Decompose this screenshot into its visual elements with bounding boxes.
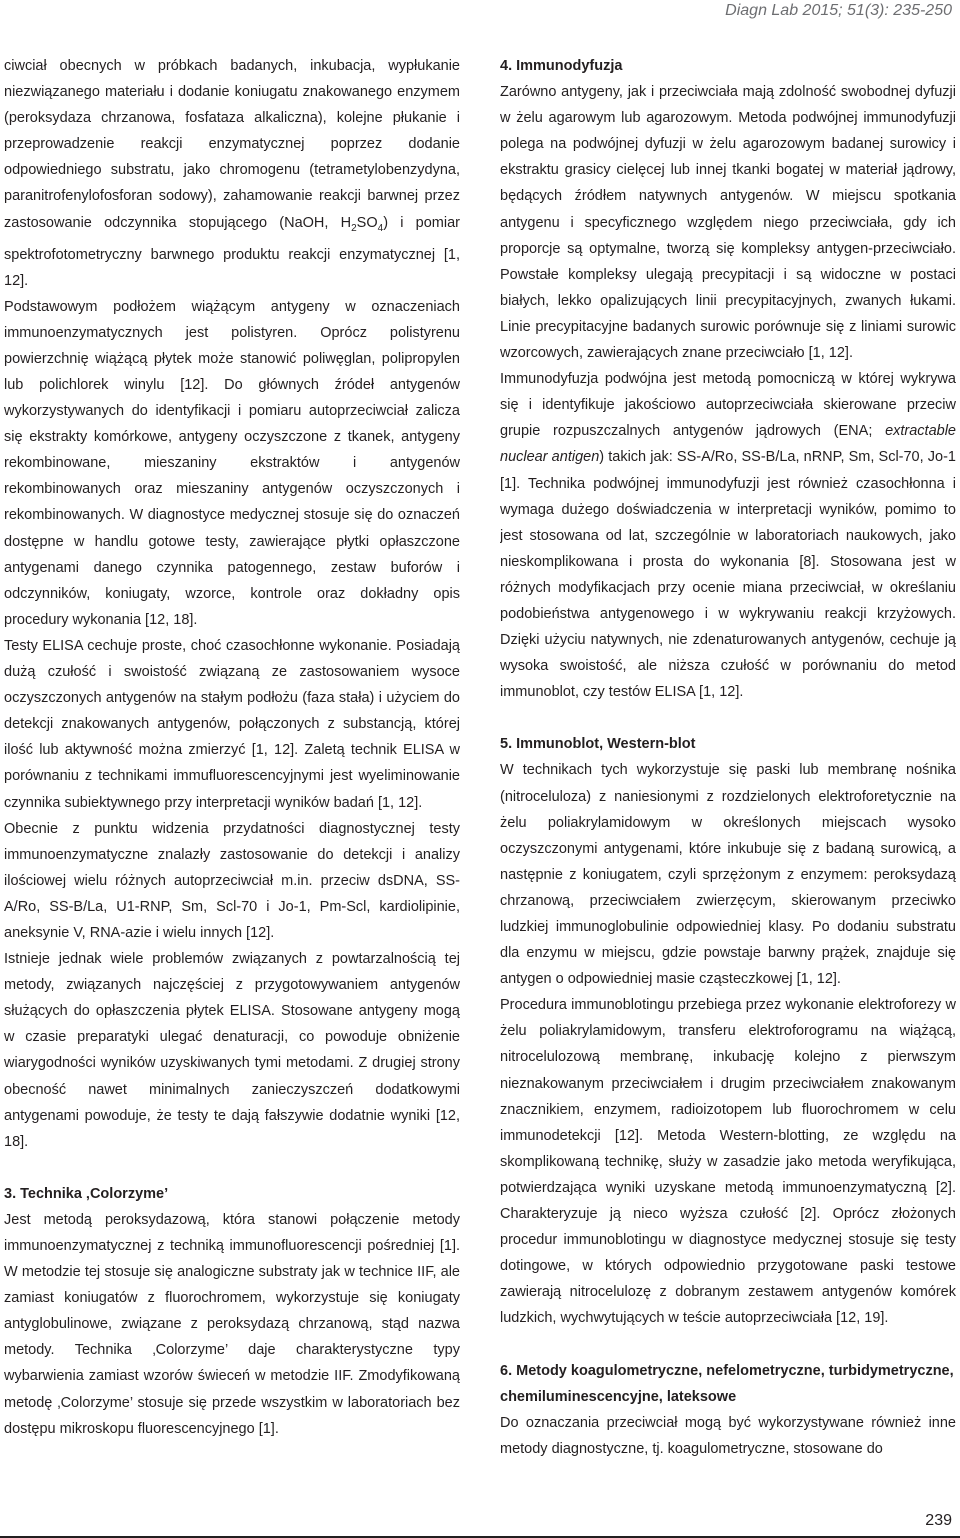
- italic-term: extractable nuclear antigen: [500, 423, 956, 466]
- paragraph-elisa-procedure: [4, 53, 460, 294]
- page-number: 239: [925, 1512, 952, 1529]
- subscript-2: 2: [351, 222, 357, 234]
- subscript-4: 4: [377, 222, 384, 234]
- section-heading-immunodiffusion: 4. Immunodyfuzja: [500, 58, 623, 74]
- paragraph-antigen-sources: Podstawowym podłożem wiążącym antygeny w oznaczeniach immunoenzymatycznych jest polistyren. Oprócz polistyrenu powierzchnię wiążącą płytek może stanowić poliwęglan, polipropylen lub polichlorek winylu [12]. Do głównych źródeł antygenów wykorzystywanych do identyfikacji i pomiaru autoprzeciwciał zalicza się ekstrakty komórkowe, antygeny oczyszczone z tkanek, antygeny rekombinowane, mieszaniny ekstraktów i antygenów rekombinowanych oraz mieszaniny antygenów oczyszczonych i rekombinowanych. W diagnostyce medycznej stosuje się do oznaczeń dostępne w handlu gotowe testy, zawierające płytki opłaszczone antygenami danego czynnika patogennego, zestaw buforów i odczynników, koniugaty, wzorce, kontrole oraz dokładny opis procedury wykonania [12, 18].: [4, 298, 460, 628]
- paragraph-other-methods: Do oznaczania przeciwciał mogą być wykorzystywane również inne metody diagnostyczne, tj. koagulometryczne, stosowane do: [500, 1414, 956, 1457]
- section-heading-colorzyme: 3. Technika ‚Colorzyme’: [4, 1185, 169, 1202]
- paragraph-elisa-problems: Istnieje jednak wiele problemów związanych z powtarzalnością tej metody, związanych najczęściej z przygotowywaniem antygenów służących do opłaszczenia płytek ELISA. Stosowane antygeny mogą w czasie preparatyki ulegać denaturacji, co powoduje obniżenie wiarygodności wyników uzyskiwanych tymi metodami. Z drugiej strony obecność nawet minimalnych zanieczyszczeń dodatkowymi antygenami powoduje, że testy te dają fałszywie dodatnie wyniki [12, 18].: [4, 951, 460, 1150]
- left-column: [4, 53, 460, 1442]
- paragraph-double-immunodiffusion: [500, 366, 956, 705]
- paragraph-text: Immunodyfuzja podwójna jest metodą pomocniczą w której wykrywa się i identyfikuje jakościowo autoprzeciwciała skierowane przeciw grupie rozpuszczalnych antygenów jądrowych (ENA;: [500, 371, 956, 440]
- running-header-citation: Diagn Lab 2015; 51(3): 235-250: [725, 2, 952, 19]
- paragraph-elisa-properties: Testy ELISA cechuje proste, choć czasochłonne wykonanie. Posiadają dużą czułość i swoistość związaną ze zastosowaniem wysoce oczyszczonych antygenów na stałym podłożu (faza stała) i użyciem do detekcji znakowanych antygenów, połączonych z substancją, której ilość lub aktywność można zmierzyć [1, 12]. Zaletą technik ELISA w porównaniu z technikami immufluorescencyjnymi jest wyeliminowanie czynnika subiektywnego przy interpretacji wyników badań [1, 12].: [4, 637, 460, 811]
- paragraph-text: ) i pomiar spektrofotometryczny barwnego produktu reakcji enzymatycznej [1, 12].: [4, 214, 460, 289]
- paragraph-text: ) takich jak: SS-A/Ro, SS-B/La, nRNP, Sm, Scl-70, Jo-1 [1]. Technika podwójnej immunodyfuzji jest również czasochłonna i wymaga dużego doświadczenia w interpretacji wyników, pomimo to jest stosowana od lat, szczególnie w laboratoriach naukowych, jako nieskomplikowana i prosta do wykonania [8]. Stosowana jest w różnych modyfikacjach przy ocenie miana przeciwciał, w określaniu podobieństwa antygenowego i w wykrywaniu reakcji krzyżowych. Dzięki użyciu natywnych, nie zdenaturowanych antygenów, cechuje ją wysoka swoistość, ale niższa czułość w porównaniu do metod immunoblot, czy testów ELISA [1, 12].: [500, 449, 956, 701]
- formula-so: SO: [356, 214, 378, 231]
- section-heading-other-methods: 6. Metody koagulometryczne, nefelometryczne, turbidymetryczne, chemiluminescencyjne, lateksowe: [500, 1362, 954, 1405]
- paragraph-text: ciwciał obecnych w próbkach badanych, inkubacja, wypłukanie niezwiązanego materiału i dodanie koniugatu znakowanego enzymem (peroksydaza chrzanowa, fosfataza alkaliczna), kolejne płukanie i przeprowadzenie reakcji enzymatycznej poprzez dodanie odpowiedniego substratu, jako chromogenu (tetrametylobenzydyna, paranitrofenylofosforan sodowy), zahamowanie reakcji barwnej przez zastosowanie odczynnika stopującego (NaOH, H: [4, 58, 460, 231]
- right-column: [500, 53, 956, 1462]
- paragraph-colorzyme: Jest metodą peroksydazową, która stanowi połączenie metody immunoenzymatycznej z techniką immunofluorescencji pośredniej [1]. W metodzie tej stosuje się analogiczne substraty jak w technice IIF, ale zamiast koniugatów z fluorochromem, wykorzystuje się koniugaty antyglobulinowe, związane z peroksydazą chrzanową, stąd nazwa metody. Technika ‚Colorzyme’ daje charakterystyczne typy wybarwienia zamiast wzorów świeceń w metodzie IIF. Zmodyfikowaną metodę ‚Colorzyme’ stosuje się przede wszystkim w laboratoriach bez dostępu mikroskopu fluorescencyjnego [1].: [4, 1211, 460, 1437]
- paragraph-immunoblot: W technikach tych wykorzystuje się paski lub membranę nośnika (nitroceluloza) z naniesionymi z rozdzielonych elektroforetycznie na żelu poliakrylamidowym w określonych miejscach wysoko oczyszczonymi antygenami, które inkubuje się z badaną surowicą, a następnie z koniugatem, czyli sprzężonym z enzymem: peroksydazą chrzanową, przeciwciałem zwierzęcym, skierowanym przeciwko ludzkiej immunoglobulinie odpowiedniej klasy. Po dodaniu substratu dla enzymu w miejscu, gdzie powstaje barwny prążek, znajduje się antygen o odpowiedniej masie cząsteczkowej [1, 12].: [500, 762, 956, 988]
- paragraph-immunoblot-procedure: Procedura immunoblotingu przebiega przez wykonanie elektroforezy w żelu poliakrylamidowym, transferu elektroforogramu na wiążącą, nitrocelulozową membranę, inkubację kolejno z pierwszym nieznakowanym przeciwciałem i drugim przeciwciałem znakowanym znacznikiem, enzymem, radioizotopem lub fluorochromem w celu immunodetekcji [12]. Metoda Western-blotting, ze względu na skomplikowaną technikę, służy w zasadzie jako metoda weryfikująca, potwierdzająca wyniki uzyskane metodą immunoenzymatyczną [2]. Charakteryzuje ją nieco wyższa czułość [2]. Oprócz złożonych procedur immunoblotingu w diagnostyce medycznej stosuje się testy dotingowe, w których odpowiednio przygotowane paski testowe zawierają nitrocelulozę z dobranym zestawem antygenów komórek ludzkich, wychwytujących w teście autoprzeciwciała [12, 19].: [500, 997, 956, 1327]
- section-heading-immunoblot: 5. Immunoblot, Western-blot: [500, 736, 696, 753]
- paragraph-elisa-applications: Obecnie z punktu widzenia przydatności diagnostycznej testy immunoenzymatyczne znalazły zastosowanie do detekcji i analizy ilościowej wielu różnych autoprzeciwciał m.in. przeciw dsDNA, SS-A/Ro, SS-B/La, U1-RNP, Sm, Scl-70 i Jo-1, Pm-Scl, kardiolipinie, aneksynie V, RNA-azie i wielu innych [12].: [4, 820, 460, 941]
- paragraph-immunodiffusion: Zarówno antygeny, jak i przeciwciała mają zdolność swobodnej dyfuzji w żelu agarowym lub agarozowym. Metoda podwójnej immunodyfuzji polega na podwójnej dyfuzji w żelu agarozowym badanej surowicy i ekstraktu grasicy cielęcej lub innej tkanki bogatej w materiał jądrowy, będących źródłem natywnych antygenów. W miejscu spotkania antygenu i specyficznego względem niego przeciwciała, gdy ich proporcje są optymalne, tworzą się kompleksy antygen-przeciwciało. Powstałe kompleksy ulegają precypitacji i są widoczne w postaci białych, lekko opalizujących linii precypitacyjnych, zwanych łukami. Linie precypitacyjne badanych surowic porównuje się z liniami surowic wzorcowych, zawierających znane przeciwciało [1, 12].: [500, 84, 956, 362]
